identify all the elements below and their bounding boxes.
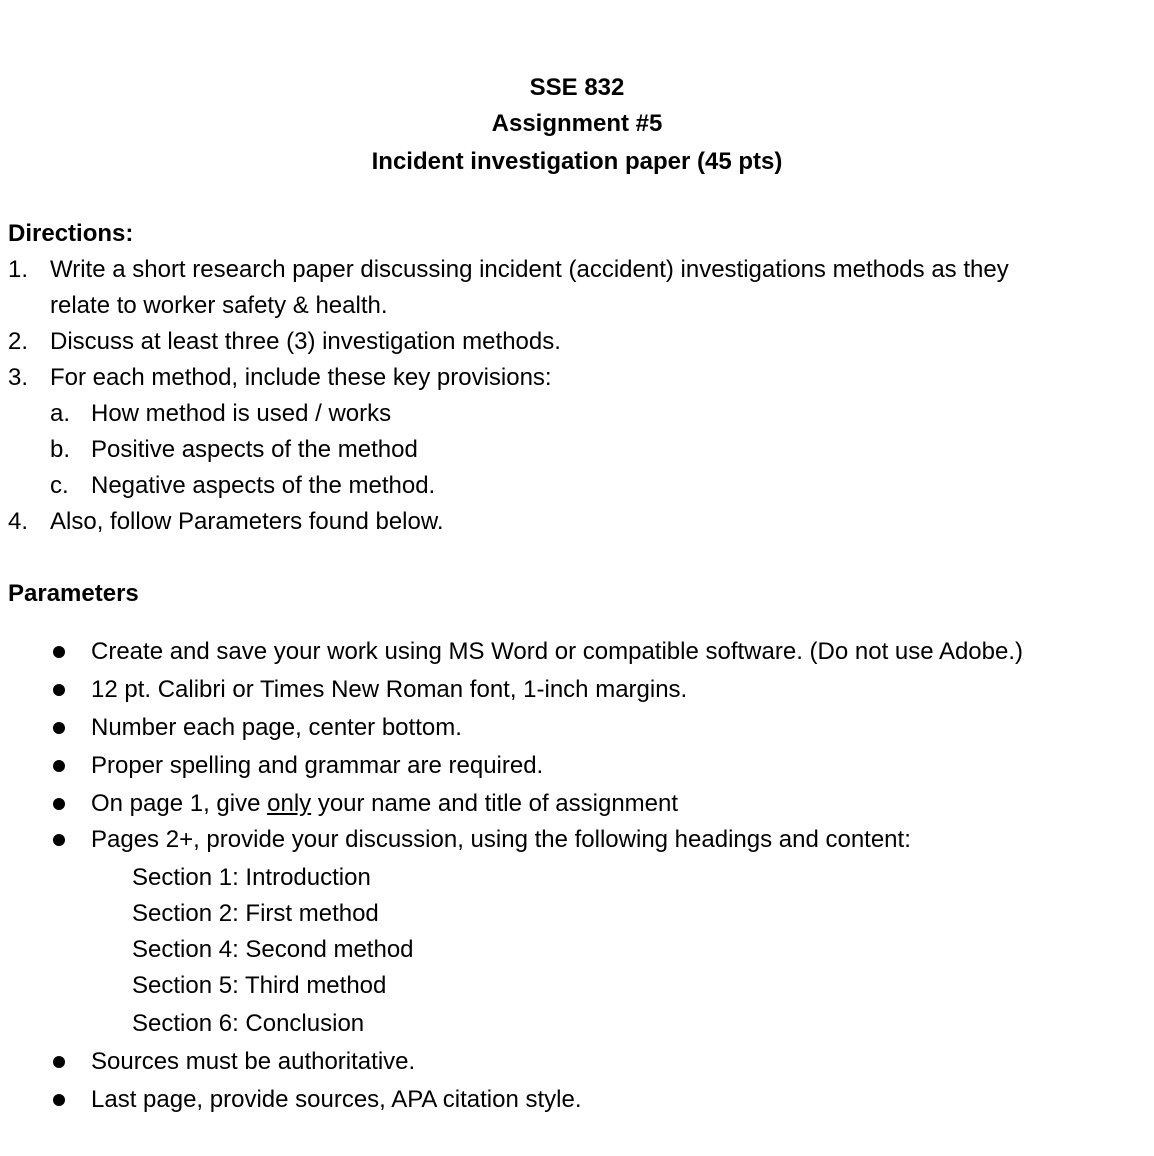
bullet-icon: [53, 760, 65, 772]
bullet-icon: [53, 1056, 65, 1068]
bullet-icon: [53, 646, 65, 658]
direction-1-marker: 1.: [8, 256, 29, 283]
direction-4-text: Also, follow Parameters found below.: [50, 508, 444, 535]
section-second-method: Section 4: Second method: [132, 936, 414, 963]
subitem-c-text: Negative aspects of the method.: [91, 472, 436, 499]
parameter-spelling: Proper spelling and grammar are required.: [91, 752, 544, 779]
direction-1-line-1: Write a short research paper discussing incident (accident) investigations methods as they: [50, 256, 1009, 283]
parameter-page-numbers: Number each page, center bottom.: [91, 714, 462, 741]
parameter-citation: Last page, provide sources, APA citation style.: [91, 1086, 582, 1113]
subitem-a-text: How method is used / works: [91, 400, 392, 427]
subitem-b-text: Positive aspects of the method: [91, 436, 418, 463]
page-1-text-before: On page 1, give: [91, 790, 268, 817]
bullet-icon: [53, 834, 65, 846]
subitem-b-marker: b.: [50, 436, 71, 463]
subitem-a-marker: a.: [50, 400, 71, 427]
section-conclusion: Section 6: Conclusion: [132, 1010, 365, 1037]
bullet-icon: [53, 1094, 65, 1106]
direction-3-marker: 3.: [8, 364, 29, 391]
section-third-method: Section 5: Third method: [132, 972, 387, 999]
bullet-icon: [53, 798, 65, 810]
parameter-pages-2: Pages 2+, provide your discussion, using the following headings and content:: [91, 826, 911, 853]
parameter-software: Create and save your work using MS Word or compatible software. (Do not use Adobe.): [91, 638, 1024, 665]
assignment-title: Incident investigation paper (45 pts): [371, 148, 783, 175]
parameter-font: 12 pt. Calibri or Times New Roman font, 1-inch margins.: [91, 676, 688, 703]
directions-heading: Directions:: [8, 220, 134, 247]
parameter-page-1: [91, 789, 678, 819]
course-code: SSE 832: [529, 74, 625, 101]
page-1-underlined-word: only: [267, 790, 312, 817]
assignment-number: Assignment #5: [491, 110, 663, 137]
parameters-heading: Parameters: [8, 580, 139, 607]
bullet-icon: [53, 722, 65, 734]
page-1-text-after: your name and title of assignment: [311, 790, 679, 817]
direction-3-text: For each method, include these key provisions:: [50, 364, 552, 391]
bullet-icon: [53, 684, 65, 696]
section-introduction: Section 1: Introduction: [132, 864, 371, 891]
subitem-c-marker: c.: [50, 472, 69, 499]
direction-1-line-2: relate to worker safety & health.: [50, 292, 388, 319]
parameter-sources: Sources must be authoritative.: [91, 1048, 416, 1075]
direction-2-text: Discuss at least three (3) investigation methods.: [50, 328, 561, 355]
direction-2-marker: 2.: [8, 328, 29, 355]
direction-4-marker: 4.: [8, 508, 29, 535]
section-first-method: Section 2: First method: [132, 900, 379, 927]
